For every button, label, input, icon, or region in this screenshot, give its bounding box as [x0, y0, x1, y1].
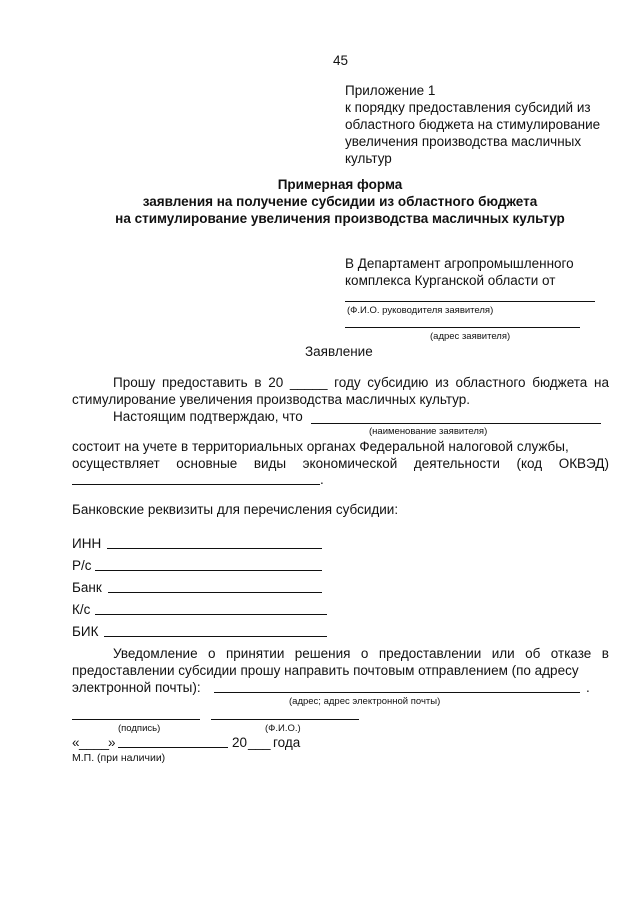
- word: или: [491, 646, 515, 661]
- word: экономической: [302, 456, 398, 471]
- signer-name-blank-line: [211, 719, 359, 720]
- word: осуществляет: [72, 456, 160, 471]
- paragraph-1-line-2: стимулирование увеличения производства масличных культур.: [72, 392, 471, 407]
- notice-line-3: электронной почты):: [72, 680, 201, 695]
- word: Прошу: [113, 375, 156, 390]
- corr-account-blank-line: [95, 614, 327, 615]
- word: принятии: [225, 646, 285, 661]
- okved-blank-line: [72, 484, 320, 485]
- title-line-2: заявления на получение субсидии из областного бюджета: [142, 194, 538, 209]
- page-number: 45: [333, 53, 349, 68]
- appendix-line-4: увеличения производства масличных: [345, 134, 582, 149]
- title-line-1: Примерная форма: [277, 177, 403, 192]
- word: предоставлении: [378, 646, 482, 661]
- word: в: [254, 375, 262, 390]
- day-blank: ____: [79, 735, 110, 750]
- year-blank: ___: [248, 735, 271, 750]
- email-blank-line: [214, 692, 580, 693]
- notice-line-1: [113, 646, 609, 661]
- word: о: [360, 646, 369, 661]
- word: областного: [455, 375, 526, 390]
- fio-blank-line: [345, 301, 595, 302]
- word: в: [601, 646, 609, 661]
- word: из: [435, 375, 449, 390]
- bank-blank-line: [108, 592, 322, 593]
- word: (код: [516, 456, 543, 471]
- month-blank-line: [118, 747, 228, 748]
- word: году: [334, 375, 361, 390]
- word: Уведомление: [113, 646, 198, 661]
- word: бюджета: [532, 375, 588, 390]
- appendix-line-5: культур: [345, 151, 392, 166]
- signature-blank-line: [72, 719, 200, 720]
- paragraph-1-line-1: [113, 375, 609, 390]
- notice-line-2: предоставлении субсидии прошу направить почтовым отправлением (по адресу: [72, 663, 579, 678]
- inn-label: ИНН: [72, 536, 102, 551]
- signer-name-caption: (Ф.И.О.): [265, 723, 301, 734]
- appendix-line-1: Приложение 1: [345, 83, 436, 98]
- word: решения: [294, 646, 351, 661]
- appendix-line-3: областного бюджета на стимулирование: [345, 117, 601, 132]
- word: отказе: [550, 646, 592, 661]
- account-label: Р/с: [72, 558, 92, 573]
- year-prefix: 20: [232, 735, 248, 750]
- bank-label: Банк: [72, 580, 102, 595]
- statement-heading: Заявление: [305, 344, 373, 359]
- notice-line-3-end: .: [586, 680, 590, 695]
- inn-blank-line: [107, 548, 322, 549]
- word: предоставить: [162, 375, 248, 390]
- paragraph-2-line-2: состоит на учете в территориальных органах Федеральной налоговой службы,: [72, 439, 569, 454]
- word: ОКВЭД): [558, 456, 609, 471]
- fio-caption: (Ф.И.О. руководителя заявителя): [347, 305, 494, 316]
- date-close-quote: »: [108, 735, 116, 750]
- bank-heading: Банковские реквизиты для перечисления субсидии:: [72, 502, 399, 517]
- date-open-quote: «: [72, 735, 80, 750]
- okved-line-end: .: [320, 472, 324, 487]
- applicant-name-blank-line: [311, 423, 601, 424]
- paragraph-2-line-3: [72, 456, 609, 471]
- word: о: [208, 646, 216, 661]
- bik-blank-line: [104, 636, 327, 637]
- email-caption: (адрес; адрес электронной почты): [289, 696, 441, 707]
- word: об: [525, 646, 541, 661]
- stamp-note: М.П. (при наличии): [72, 752, 166, 764]
- address-caption: (адрес заявителя): [430, 331, 511, 342]
- word: на: [594, 375, 609, 390]
- bik-label: БИК: [72, 624, 99, 639]
- word: 20: [268, 375, 284, 390]
- word: деятельности: [413, 456, 500, 471]
- account-blank-line: [95, 570, 322, 571]
- appendix-line-2: к порядку предоставления субсидий из: [345, 100, 591, 115]
- title-line-3: на стимулирование увеличения производства масличных культур: [115, 211, 565, 226]
- year-word: года: [273, 735, 301, 750]
- word: виды: [253, 456, 287, 471]
- applicant-caption: (наименование заявителя): [369, 426, 488, 437]
- address-blank-line: [345, 327, 580, 328]
- signature-caption: (подпись): [118, 723, 161, 734]
- corr-account-label: К/с: [72, 602, 91, 617]
- word: субсидию: [367, 375, 429, 390]
- paragraph-2-line-1: Настоящим подтверждаю, что: [113, 409, 303, 424]
- addressee-line-1: В Департамент агропромышленного: [345, 256, 574, 271]
- word: основные: [176, 456, 238, 471]
- year-blank: _____: [289, 375, 328, 390]
- addressee-line-2: комплекса Курганской области от: [345, 273, 556, 288]
